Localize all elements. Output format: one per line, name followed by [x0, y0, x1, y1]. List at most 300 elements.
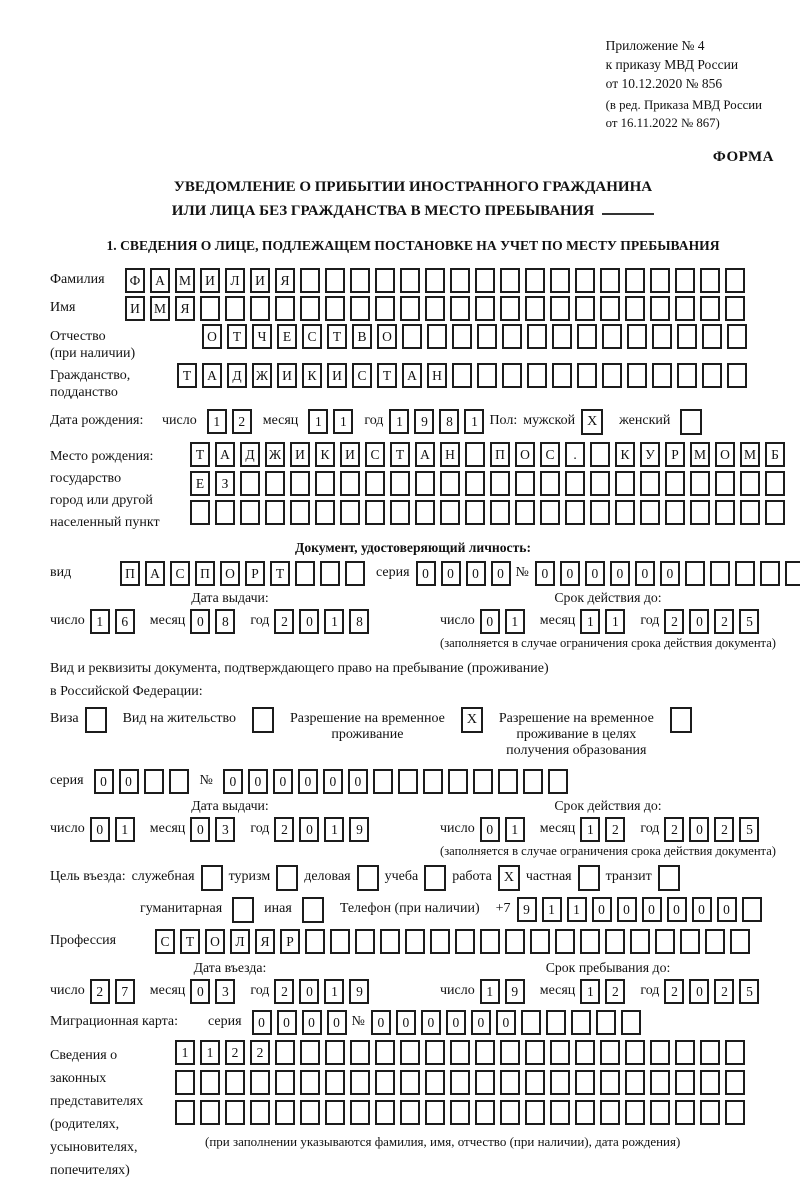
char-box[interactable]: 1: [308, 409, 328, 434]
char-box[interactable]: Т: [390, 442, 410, 467]
char-box[interactable]: [685, 561, 705, 586]
char-box[interactable]: 0: [491, 561, 511, 586]
char-box[interactable]: [500, 1100, 520, 1125]
char-box[interactable]: [615, 500, 635, 525]
char-box[interactable]: Т: [180, 929, 200, 954]
char-box[interactable]: 1: [175, 1040, 195, 1065]
char-box[interactable]: 2: [664, 979, 684, 1004]
char-box[interactable]: 0: [416, 561, 436, 586]
char-box[interactable]: [425, 296, 445, 321]
char-box[interactable]: 0: [302, 1010, 322, 1035]
char-box[interactable]: [450, 296, 470, 321]
char-box[interactable]: 2: [605, 817, 625, 842]
char-box[interactable]: [240, 500, 260, 525]
char-box[interactable]: [350, 1040, 370, 1065]
char-box[interactable]: [275, 1040, 295, 1065]
char-box[interactable]: А: [150, 268, 170, 293]
char-box[interactable]: 1: [505, 609, 525, 634]
char-box[interactable]: [785, 561, 800, 586]
char-box[interactable]: [605, 929, 625, 954]
char-box[interactable]: 1: [580, 979, 600, 1004]
char-box[interactable]: А: [415, 442, 435, 467]
char-box[interactable]: [580, 929, 600, 954]
char-box[interactable]: [575, 268, 595, 293]
entry-date-day[interactable]: [90, 979, 140, 1004]
char-box[interactable]: [500, 1040, 520, 1065]
char-box[interactable]: Т: [227, 324, 247, 349]
char-box[interactable]: [502, 324, 522, 349]
char-box[interactable]: [473, 769, 493, 794]
char-box[interactable]: М: [690, 442, 710, 467]
residence-expiry-day[interactable]: [480, 817, 530, 842]
char-box[interactable]: О: [205, 929, 225, 954]
char-box[interactable]: [215, 500, 235, 525]
char-box[interactable]: [475, 296, 495, 321]
char-box[interactable]: 1: [324, 609, 344, 634]
checkbox-purpose-work[interactable]: X: [498, 865, 520, 891]
char-box[interactable]: 1: [333, 409, 353, 434]
char-box[interactable]: 2: [714, 979, 734, 1004]
char-box[interactable]: З: [215, 471, 235, 496]
char-box[interactable]: [455, 929, 475, 954]
char-box[interactable]: Ж: [252, 363, 272, 388]
char-box[interactable]: [300, 268, 320, 293]
char-box[interactable]: [375, 268, 395, 293]
char-box[interactable]: [700, 1040, 720, 1065]
char-box[interactable]: И: [340, 442, 360, 467]
char-box[interactable]: [700, 1070, 720, 1095]
char-box[interactable]: М: [175, 268, 195, 293]
char-box[interactable]: 0: [592, 897, 612, 922]
birth-place-line2[interactable]: [190, 471, 790, 496]
char-box[interactable]: [375, 1070, 395, 1095]
char-box[interactable]: [600, 1070, 620, 1095]
char-box[interactable]: 0: [717, 897, 737, 922]
char-box[interactable]: Т: [377, 363, 397, 388]
char-box[interactable]: [515, 471, 535, 496]
char-box[interactable]: 0: [471, 1010, 491, 1035]
char-box[interactable]: [690, 471, 710, 496]
char-box[interactable]: М: [150, 296, 170, 321]
char-box[interactable]: [325, 1070, 345, 1095]
char-box[interactable]: 0: [190, 979, 210, 1004]
char-box[interactable]: [415, 471, 435, 496]
birth-day-field[interactable]: [207, 409, 257, 434]
char-box[interactable]: [320, 561, 340, 586]
char-box[interactable]: [575, 1070, 595, 1095]
char-box[interactable]: [700, 268, 720, 293]
char-box[interactable]: [500, 268, 520, 293]
char-box[interactable]: [475, 1070, 495, 1095]
char-box[interactable]: 1: [324, 979, 344, 1004]
representatives-line2[interactable]: [175, 1070, 750, 1095]
char-box[interactable]: [450, 1040, 470, 1065]
char-box[interactable]: 1: [115, 817, 135, 842]
identity-number-field[interactable]: [535, 561, 800, 586]
char-box[interactable]: [742, 897, 762, 922]
char-box[interactable]: 0: [667, 897, 687, 922]
identity-expiry-year[interactable]: [664, 609, 764, 634]
char-box[interactable]: 1: [324, 817, 344, 842]
char-box[interactable]: 0: [90, 817, 110, 842]
char-box[interactable]: [200, 1100, 220, 1125]
checkbox-purpose-study[interactable]: [424, 865, 446, 891]
char-box[interactable]: Р: [665, 442, 685, 467]
char-box[interactable]: 0: [273, 769, 293, 794]
char-box[interactable]: .: [565, 442, 585, 467]
char-box[interactable]: [625, 1100, 645, 1125]
char-box[interactable]: [675, 1070, 695, 1095]
char-box[interactable]: С: [352, 363, 372, 388]
char-box[interactable]: [590, 471, 610, 496]
char-box[interactable]: 9: [349, 979, 369, 1004]
char-box[interactable]: К: [302, 363, 322, 388]
char-box[interactable]: [480, 929, 500, 954]
char-box[interactable]: 0: [480, 609, 500, 634]
char-box[interactable]: Т: [327, 324, 347, 349]
char-box[interactable]: 0: [660, 561, 680, 586]
char-box[interactable]: [380, 929, 400, 954]
char-box[interactable]: [175, 1100, 195, 1125]
birth-place-line1[interactable]: [190, 442, 790, 467]
char-box[interactable]: [650, 296, 670, 321]
char-box[interactable]: Н: [440, 442, 460, 467]
char-box[interactable]: [675, 1040, 695, 1065]
char-box[interactable]: [655, 929, 675, 954]
residence-expiry-month[interactable]: [580, 817, 630, 842]
char-box[interactable]: [373, 769, 393, 794]
char-box[interactable]: [665, 471, 685, 496]
char-box[interactable]: [400, 296, 420, 321]
char-box[interactable]: [465, 471, 485, 496]
char-box[interactable]: [540, 471, 560, 496]
char-box[interactable]: [225, 296, 245, 321]
char-box[interactable]: 5: [739, 979, 759, 1004]
char-box[interactable]: [300, 1070, 320, 1095]
char-box[interactable]: Я: [275, 268, 295, 293]
residence-issue-month[interactable]: [190, 817, 240, 842]
char-box[interactable]: 8: [215, 609, 235, 634]
char-box[interactable]: [575, 296, 595, 321]
char-box[interactable]: [477, 363, 497, 388]
checkbox-visa[interactable]: [85, 707, 107, 733]
citizenship-field[interactable]: [177, 363, 752, 388]
char-box[interactable]: 1: [580, 609, 600, 634]
char-box[interactable]: [555, 929, 575, 954]
birth-place-line3[interactable]: [190, 500, 790, 525]
char-box[interactable]: [680, 929, 700, 954]
checkbox-purpose-business[interactable]: [357, 865, 379, 891]
char-box[interactable]: П: [120, 561, 140, 586]
char-box[interactable]: [600, 1040, 620, 1065]
char-box[interactable]: [550, 296, 570, 321]
char-box[interactable]: 2: [664, 609, 684, 634]
char-box[interactable]: [505, 929, 525, 954]
char-box[interactable]: [677, 324, 697, 349]
char-box[interactable]: [765, 471, 785, 496]
char-box[interactable]: [521, 1010, 541, 1035]
char-box[interactable]: [700, 1100, 720, 1125]
char-box[interactable]: [502, 363, 522, 388]
char-box[interactable]: О: [220, 561, 240, 586]
char-box[interactable]: 0: [190, 609, 210, 634]
char-box[interactable]: 0: [585, 561, 605, 586]
char-box[interactable]: 9: [505, 979, 525, 1004]
char-box[interactable]: [427, 324, 447, 349]
char-box[interactable]: 0: [252, 1010, 272, 1035]
char-box[interactable]: Е: [277, 324, 297, 349]
char-box[interactable]: [475, 1100, 495, 1125]
char-box[interactable]: [602, 363, 622, 388]
char-box[interactable]: [144, 769, 164, 794]
char-box[interactable]: 2: [90, 979, 110, 1004]
char-box[interactable]: [405, 929, 425, 954]
char-box[interactable]: [500, 296, 520, 321]
char-box[interactable]: [475, 1040, 495, 1065]
char-box[interactable]: А: [145, 561, 165, 586]
char-box[interactable]: [390, 471, 410, 496]
char-box[interactable]: 2: [274, 817, 294, 842]
char-box[interactable]: [665, 500, 685, 525]
char-box[interactable]: [375, 1040, 395, 1065]
char-box[interactable]: [475, 268, 495, 293]
char-box[interactable]: [527, 324, 547, 349]
char-box[interactable]: 1: [580, 817, 600, 842]
checkbox-purpose-tourism[interactable]: [276, 865, 298, 891]
char-box[interactable]: 0: [396, 1010, 416, 1035]
char-box[interactable]: 2: [250, 1040, 270, 1065]
char-box[interactable]: [365, 471, 385, 496]
char-box[interactable]: 0: [190, 817, 210, 842]
char-box[interactable]: [250, 1070, 270, 1095]
char-box[interactable]: [675, 1100, 695, 1125]
char-box[interactable]: [315, 500, 335, 525]
identity-issue-day[interactable]: [90, 609, 140, 634]
char-box[interactable]: [702, 324, 722, 349]
char-box[interactable]: [425, 1100, 445, 1125]
char-box[interactable]: [169, 769, 189, 794]
char-box[interactable]: А: [202, 363, 222, 388]
char-box[interactable]: [715, 471, 735, 496]
char-box[interactable]: [402, 324, 422, 349]
char-box[interactable]: 0: [689, 609, 709, 634]
char-box[interactable]: [550, 1070, 570, 1095]
char-box[interactable]: [621, 1010, 641, 1035]
char-box[interactable]: [652, 324, 672, 349]
char-box[interactable]: 2: [225, 1040, 245, 1065]
char-box[interactable]: [325, 1040, 345, 1065]
char-box[interactable]: Е: [190, 471, 210, 496]
char-box[interactable]: 9: [349, 817, 369, 842]
char-box[interactable]: 9: [517, 897, 537, 922]
residence-number-field[interactable]: [223, 769, 573, 794]
char-box[interactable]: [430, 929, 450, 954]
char-box[interactable]: [448, 769, 468, 794]
char-box[interactable]: 0: [496, 1010, 516, 1035]
char-box[interactable]: [625, 1040, 645, 1065]
char-box[interactable]: 2: [714, 609, 734, 634]
char-box[interactable]: [577, 324, 597, 349]
char-box[interactable]: Я: [175, 296, 195, 321]
char-box[interactable]: У: [640, 442, 660, 467]
char-box[interactable]: Л: [230, 929, 250, 954]
char-box[interactable]: [565, 471, 585, 496]
char-box[interactable]: [440, 500, 460, 525]
char-box[interactable]: [725, 296, 745, 321]
char-box[interactable]: [525, 1040, 545, 1065]
char-box[interactable]: [400, 1070, 420, 1095]
char-box[interactable]: [740, 500, 760, 525]
char-box[interactable]: [350, 296, 370, 321]
char-box[interactable]: 3: [215, 979, 235, 1004]
char-box[interactable]: 1: [90, 609, 110, 634]
char-box[interactable]: [325, 1100, 345, 1125]
char-box[interactable]: 0: [223, 769, 243, 794]
char-box[interactable]: 1: [464, 409, 484, 434]
char-box[interactable]: [630, 929, 650, 954]
char-box[interactable]: [550, 268, 570, 293]
char-box[interactable]: [600, 296, 620, 321]
char-box[interactable]: [355, 929, 375, 954]
char-box[interactable]: А: [215, 442, 235, 467]
checkbox-purpose-transit[interactable]: [658, 865, 680, 891]
char-box[interactable]: [540, 500, 560, 525]
char-box[interactable]: [727, 324, 747, 349]
char-box[interactable]: К: [615, 442, 635, 467]
char-box[interactable]: [477, 324, 497, 349]
char-box[interactable]: 2: [664, 817, 684, 842]
char-box[interactable]: [375, 1100, 395, 1125]
char-box[interactable]: [548, 769, 568, 794]
patronymic-field[interactable]: [202, 324, 752, 349]
char-box[interactable]: [330, 929, 350, 954]
char-box[interactable]: [530, 929, 550, 954]
char-box[interactable]: 1: [542, 897, 562, 922]
char-box[interactable]: [275, 1070, 295, 1095]
checkbox-gender-male[interactable]: X: [581, 409, 603, 435]
char-box[interactable]: 2: [714, 817, 734, 842]
char-box[interactable]: [295, 561, 315, 586]
char-box[interactable]: [175, 1070, 195, 1095]
identity-expiry-month[interactable]: [580, 609, 630, 634]
char-box[interactable]: [300, 1100, 320, 1125]
char-box[interactable]: [725, 1040, 745, 1065]
char-box[interactable]: И: [277, 363, 297, 388]
char-box[interactable]: [225, 1100, 245, 1125]
residence-series-field[interactable]: [94, 769, 194, 794]
char-box[interactable]: 0: [94, 769, 114, 794]
char-box[interactable]: [450, 268, 470, 293]
char-box[interactable]: С: [365, 442, 385, 467]
char-box[interactable]: [625, 1070, 645, 1095]
char-box[interactable]: 0: [610, 561, 630, 586]
char-box[interactable]: К: [315, 442, 335, 467]
char-box[interactable]: Д: [240, 442, 260, 467]
stay-until-month[interactable]: [580, 979, 630, 1004]
char-box[interactable]: 0: [327, 1010, 347, 1035]
char-box[interactable]: [652, 363, 672, 388]
char-box[interactable]: 2: [274, 609, 294, 634]
char-box[interactable]: [250, 296, 270, 321]
char-box[interactable]: 1: [389, 409, 409, 434]
char-box[interactable]: 8: [439, 409, 459, 434]
char-box[interactable]: С: [540, 442, 560, 467]
checkbox-temp-permit-edu[interactable]: [670, 707, 692, 733]
char-box[interactable]: [305, 929, 325, 954]
char-box[interactable]: И: [200, 268, 220, 293]
char-box[interactable]: 1: [567, 897, 587, 922]
char-box[interactable]: А: [402, 363, 422, 388]
char-box[interactable]: [425, 1070, 445, 1095]
char-box[interactable]: [575, 1100, 595, 1125]
checkbox-purpose-other[interactable]: [302, 897, 324, 923]
char-box[interactable]: [525, 296, 545, 321]
char-box[interactable]: [350, 1100, 370, 1125]
char-box[interactable]: 0: [299, 609, 319, 634]
char-box[interactable]: [625, 268, 645, 293]
char-box[interactable]: [265, 500, 285, 525]
char-box[interactable]: [550, 1040, 570, 1065]
birth-month-field[interactable]: [308, 409, 358, 434]
char-box[interactable]: [425, 268, 445, 293]
char-box[interactable]: И: [290, 442, 310, 467]
char-box[interactable]: [465, 500, 485, 525]
char-box[interactable]: [398, 769, 418, 794]
char-box[interactable]: 0: [441, 561, 461, 586]
char-box[interactable]: 6: [115, 609, 135, 634]
char-box[interactable]: П: [195, 561, 215, 586]
char-box[interactable]: [340, 471, 360, 496]
char-box[interactable]: Б: [765, 442, 785, 467]
char-box[interactable]: [725, 1100, 745, 1125]
char-box[interactable]: И: [125, 296, 145, 321]
checkbox-purpose-private[interactable]: [578, 865, 600, 891]
char-box[interactable]: [390, 500, 410, 525]
char-box[interactable]: [577, 363, 597, 388]
migration-number-field[interactable]: [371, 1010, 646, 1035]
char-box[interactable]: И: [327, 363, 347, 388]
char-box[interactable]: [705, 929, 725, 954]
surname-field[interactable]: [125, 268, 750, 293]
char-box[interactable]: 0: [299, 979, 319, 1004]
char-box[interactable]: [627, 363, 647, 388]
char-box[interactable]: [602, 324, 622, 349]
representatives-line3[interactable]: [175, 1100, 750, 1125]
char-box[interactable]: 1: [505, 817, 525, 842]
char-box[interactable]: [325, 268, 345, 293]
char-box[interactable]: [515, 500, 535, 525]
profession-field[interactable]: [155, 929, 755, 954]
char-box[interactable]: [400, 1040, 420, 1065]
char-box[interactable]: [715, 500, 735, 525]
char-box[interactable]: [615, 471, 635, 496]
char-box[interactable]: Ф: [125, 268, 145, 293]
char-box[interactable]: 0: [248, 769, 268, 794]
char-box[interactable]: 5: [739, 609, 759, 634]
char-box[interactable]: [546, 1010, 566, 1035]
char-box[interactable]: [765, 500, 785, 525]
char-box[interactable]: 2: [232, 409, 252, 434]
char-box[interactable]: 0: [689, 817, 709, 842]
phone-field[interactable]: [517, 897, 767, 922]
char-box[interactable]: [452, 363, 472, 388]
char-box[interactable]: 0: [446, 1010, 466, 1035]
char-box[interactable]: [600, 268, 620, 293]
residence-issue-year[interactable]: [274, 817, 374, 842]
char-box[interactable]: [200, 1070, 220, 1095]
char-box[interactable]: 5: [739, 817, 759, 842]
char-box[interactable]: [290, 500, 310, 525]
